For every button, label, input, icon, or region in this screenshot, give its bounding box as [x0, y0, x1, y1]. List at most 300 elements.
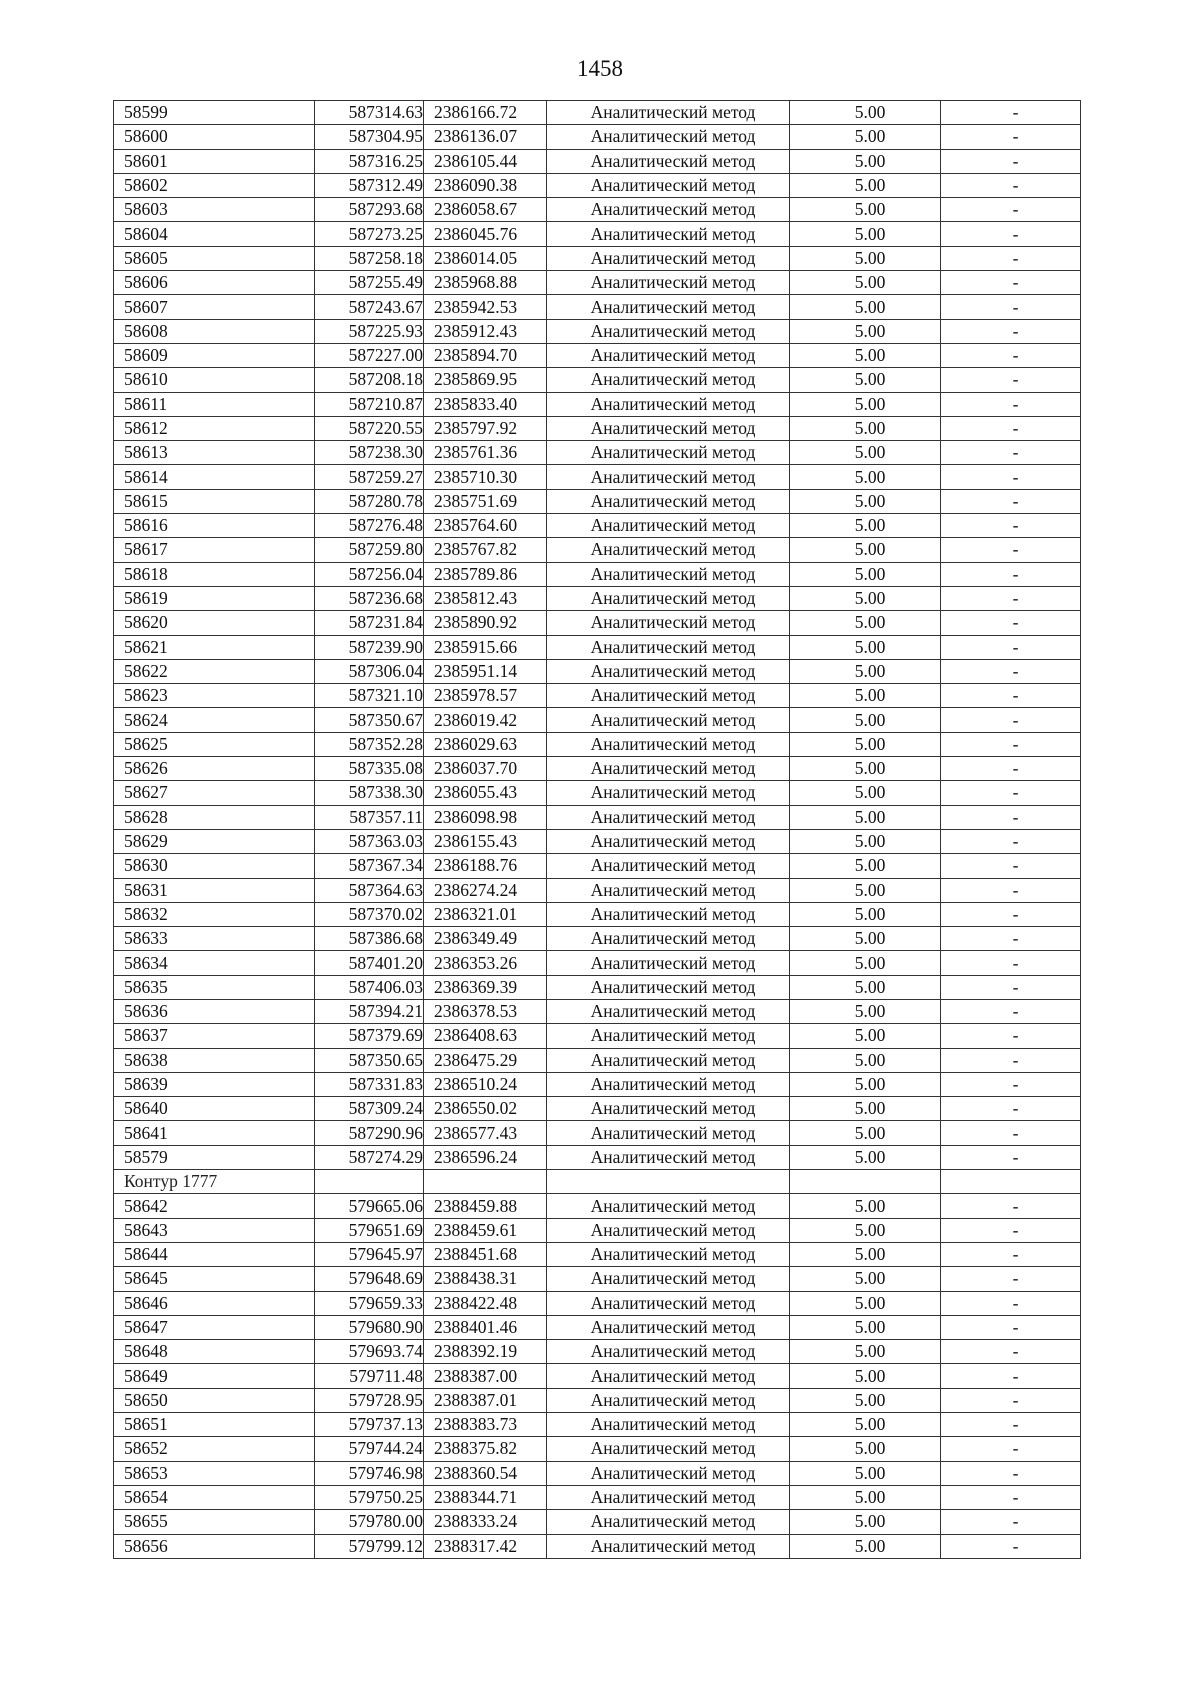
table-row: [114, 854, 1081, 878]
accuracy-cell: 5.00: [790, 1437, 941, 1461]
point-id-cell: 58646: [114, 1291, 315, 1315]
point-id-cell: 58639: [114, 1072, 315, 1096]
description-cell: -: [941, 1485, 1081, 1509]
table-row: [114, 1485, 1081, 1509]
point-id-cell: 58617: [114, 538, 315, 562]
description-cell: -: [941, 1461, 1081, 1485]
description-cell: -: [941, 951, 1081, 975]
description-cell: -: [941, 1510, 1081, 1534]
accuracy-cell: 5.00: [790, 101, 941, 125]
point-id-cell: 58610: [114, 368, 315, 392]
x-coordinate-cell: 587338.30: [315, 781, 424, 805]
table-row: [114, 441, 1081, 465]
method-cell: Аналитический метод: [547, 465, 790, 489]
x-coordinate-cell: 587225.93: [315, 319, 424, 343]
y-coordinate-cell: 2388344.71: [424, 1485, 547, 1509]
method-cell: Аналитический метод: [547, 611, 790, 635]
point-id-cell: 58626: [114, 757, 315, 781]
table-row: [114, 562, 1081, 586]
point-id-cell: 58624: [114, 708, 315, 732]
accuracy-cell: 5.00: [790, 1461, 941, 1485]
x-coordinate-cell: 587367.34: [315, 854, 424, 878]
y-coordinate-cell: 2388387.01: [424, 1388, 547, 1412]
table-row: [114, 975, 1081, 999]
method-cell: Аналитический метод: [547, 1315, 790, 1339]
point-id-cell: 58615: [114, 489, 315, 513]
accuracy-cell: 5.00: [790, 319, 941, 343]
y-coordinate-cell: 2386510.24: [424, 1072, 547, 1096]
point-id-cell: 58653: [114, 1461, 315, 1485]
point-id-cell: 58621: [114, 635, 315, 659]
x-coordinate-cell: 587208.18: [315, 368, 424, 392]
y-coordinate-cell: 2386349.49: [424, 927, 547, 951]
description-cell: -: [941, 1145, 1081, 1169]
description-cell: -: [941, 1388, 1081, 1412]
point-id-cell: 58651: [114, 1413, 315, 1437]
table-row: [114, 1510, 1081, 1534]
method-cell: Аналитический метод: [547, 222, 790, 246]
method-cell: Аналитический метод: [547, 708, 790, 732]
y-coordinate-cell: 2385833.40: [424, 392, 547, 416]
accuracy-cell: 5.00: [790, 1364, 941, 1388]
method-cell: Аналитический метод: [547, 1242, 790, 1266]
method-cell: Аналитический метод: [547, 1024, 790, 1048]
x-coordinate-cell: 587276.48: [315, 514, 424, 538]
y-coordinate-cell: 2388317.42: [424, 1534, 547, 1558]
method-cell: Аналитический метод: [547, 805, 790, 829]
point-id-cell: 58655: [114, 1510, 315, 1534]
point-id-cell: 58623: [114, 684, 315, 708]
accuracy-cell: 5.00: [790, 173, 941, 197]
x-coordinate-cell: 587231.84: [315, 611, 424, 635]
table-row: [114, 319, 1081, 343]
table-row: [114, 902, 1081, 926]
y-coordinate-cell: 2388438.31: [424, 1267, 547, 1291]
table-row: [114, 538, 1081, 562]
x-coordinate-cell: 587363.03: [315, 829, 424, 853]
x-coordinate-cell: 587306.04: [315, 659, 424, 683]
table-row: [114, 781, 1081, 805]
method-cell: Аналитический метод: [547, 854, 790, 878]
table-row: [114, 635, 1081, 659]
accuracy-cell: 5.00: [790, 1388, 941, 1412]
table-row: [114, 1315, 1081, 1339]
point-id-cell: 58600: [114, 125, 315, 149]
table-row: [114, 1097, 1081, 1121]
x-coordinate-cell: 587394.21: [315, 999, 424, 1023]
method-cell: Аналитический метод: [547, 757, 790, 781]
y-coordinate-cell: 2386378.53: [424, 999, 547, 1023]
y-coordinate-cell: 2388387.00: [424, 1364, 547, 1388]
y-coordinate-cell: 2385869.95: [424, 368, 547, 392]
description-cell: -: [941, 489, 1081, 513]
empty-cell: [315, 1170, 424, 1194]
method-cell: Аналитический метод: [547, 271, 790, 295]
x-coordinate-cell: 579744.24: [315, 1437, 424, 1461]
accuracy-cell: 5.00: [790, 684, 941, 708]
accuracy-cell: 5.00: [790, 246, 941, 270]
description-cell: -: [941, 149, 1081, 173]
empty-cell: [941, 1170, 1081, 1194]
method-cell: Аналитический метод: [547, 586, 790, 610]
description-cell: -: [941, 173, 1081, 197]
accuracy-cell: 5.00: [790, 149, 941, 173]
y-coordinate-cell: 2386408.63: [424, 1024, 547, 1048]
accuracy-cell: 5.00: [790, 1121, 941, 1145]
point-id-cell: 58613: [114, 441, 315, 465]
y-coordinate-cell: 2386019.42: [424, 708, 547, 732]
y-coordinate-cell: 2388459.88: [424, 1194, 547, 1218]
accuracy-cell: 5.00: [790, 805, 941, 829]
method-cell: Аналитический метод: [547, 1461, 790, 1485]
accuracy-cell: 5.00: [790, 854, 941, 878]
method-cell: Аналитический метод: [547, 684, 790, 708]
description-cell: -: [941, 1291, 1081, 1315]
x-coordinate-cell: 587274.29: [315, 1145, 424, 1169]
description-cell: -: [941, 1048, 1081, 1072]
y-coordinate-cell: 2386014.05: [424, 246, 547, 270]
table-row: [114, 757, 1081, 781]
x-coordinate-cell: 579750.25: [315, 1485, 424, 1509]
y-coordinate-cell: 2385915.66: [424, 635, 547, 659]
x-coordinate-cell: 579737.13: [315, 1413, 424, 1437]
method-cell: Аналитический метод: [547, 562, 790, 586]
y-coordinate-cell: 2388392.19: [424, 1340, 547, 1364]
method-cell: Аналитический метод: [547, 368, 790, 392]
table-row: [114, 489, 1081, 513]
x-coordinate-cell: 579651.69: [315, 1218, 424, 1242]
y-coordinate-cell: 2388375.82: [424, 1437, 547, 1461]
coordinates-table: [113, 100, 1081, 1559]
table-row: [114, 999, 1081, 1023]
method-cell: Аналитический метод: [547, 1388, 790, 1412]
description-cell: -: [941, 319, 1081, 343]
description-cell: -: [941, 902, 1081, 926]
description-cell: -: [941, 343, 1081, 367]
table-row: [114, 343, 1081, 367]
y-coordinate-cell: 2386166.72: [424, 101, 547, 125]
method-cell: Аналитический метод: [547, 1097, 790, 1121]
y-coordinate-cell: 2388383.73: [424, 1413, 547, 1437]
point-id-cell: 58656: [114, 1534, 315, 1558]
method-cell: Аналитический метод: [547, 781, 790, 805]
table-row: [114, 1461, 1081, 1485]
accuracy-cell: 5.00: [790, 1267, 941, 1291]
table-row: [114, 368, 1081, 392]
x-coordinate-cell: 587227.00: [315, 343, 424, 367]
point-id-cell: 58599: [114, 101, 315, 125]
point-id-cell: 58579: [114, 1145, 315, 1169]
y-coordinate-cell: 2386136.07: [424, 125, 547, 149]
description-cell: -: [941, 757, 1081, 781]
accuracy-cell: 5.00: [790, 659, 941, 683]
description-cell: -: [941, 465, 1081, 489]
method-cell: Аналитический метод: [547, 1218, 790, 1242]
y-coordinate-cell: 2385812.43: [424, 586, 547, 610]
accuracy-cell: 5.00: [790, 586, 941, 610]
method-cell: Аналитический метод: [547, 1048, 790, 1072]
point-id-cell: 58601: [114, 149, 315, 173]
accuracy-cell: 5.00: [790, 465, 941, 489]
y-coordinate-cell: 2385767.82: [424, 538, 547, 562]
y-coordinate-cell: 2385764.60: [424, 514, 547, 538]
method-cell: Аналитический метод: [547, 878, 790, 902]
x-coordinate-cell: 579746.98: [315, 1461, 424, 1485]
y-coordinate-cell: 2385789.86: [424, 562, 547, 586]
y-coordinate-cell: 2386037.70: [424, 757, 547, 781]
x-coordinate-cell: 587316.25: [315, 149, 424, 173]
point-id-cell: 58612: [114, 416, 315, 440]
y-coordinate-cell: 2386475.29: [424, 1048, 547, 1072]
description-cell: -: [941, 101, 1081, 125]
description-cell: -: [941, 732, 1081, 756]
empty-cell: [547, 1170, 790, 1194]
table-row: [114, 732, 1081, 756]
point-id-cell: 58645: [114, 1267, 315, 1291]
description-cell: -: [941, 1534, 1081, 1558]
description-cell: -: [941, 271, 1081, 295]
table-row: [114, 1413, 1081, 1437]
x-coordinate-cell: 587312.49: [315, 173, 424, 197]
point-id-cell: 58652: [114, 1437, 315, 1461]
x-coordinate-cell: 587357.11: [315, 805, 424, 829]
accuracy-cell: 5.00: [790, 1510, 941, 1534]
y-coordinate-cell: 2386550.02: [424, 1097, 547, 1121]
point-id-cell: 58630: [114, 854, 315, 878]
description-cell: -: [941, 1242, 1081, 1266]
x-coordinate-cell: 579648.69: [315, 1267, 424, 1291]
method-cell: Аналитический метод: [547, 659, 790, 683]
description-cell: -: [941, 611, 1081, 635]
point-id-cell: 58619: [114, 586, 315, 610]
table-row: [114, 611, 1081, 635]
x-coordinate-cell: 587273.25: [315, 222, 424, 246]
description-cell: -: [941, 1121, 1081, 1145]
table-row: [114, 246, 1081, 270]
table-row: [114, 708, 1081, 732]
method-cell: Аналитический метод: [547, 1121, 790, 1145]
point-id-cell: 58604: [114, 222, 315, 246]
point-id-cell: 58625: [114, 732, 315, 756]
contour-label: Контур 1777: [114, 1170, 315, 1194]
accuracy-cell: 5.00: [790, 927, 941, 951]
y-coordinate-cell: 2385942.53: [424, 295, 547, 319]
point-id-cell: 58649: [114, 1364, 315, 1388]
y-coordinate-cell: 2385894.70: [424, 343, 547, 367]
y-coordinate-cell: 2386090.38: [424, 173, 547, 197]
table-row: [114, 1218, 1081, 1242]
point-id-cell: 58650: [114, 1388, 315, 1412]
y-coordinate-cell: 2386155.43: [424, 829, 547, 853]
x-coordinate-cell: 587290.96: [315, 1121, 424, 1145]
y-coordinate-cell: 2386577.43: [424, 1121, 547, 1145]
x-coordinate-cell: 587255.49: [315, 271, 424, 295]
method-cell: Аналитический метод: [547, 441, 790, 465]
x-coordinate-cell: 587401.20: [315, 951, 424, 975]
point-id-cell: 58620: [114, 611, 315, 635]
y-coordinate-cell: 2386105.44: [424, 149, 547, 173]
table-row: [114, 829, 1081, 853]
point-id-cell: 58636: [114, 999, 315, 1023]
x-coordinate-cell: 587350.67: [315, 708, 424, 732]
x-coordinate-cell: 587379.69: [315, 1024, 424, 1048]
description-cell: -: [941, 781, 1081, 805]
point-id-cell: 58627: [114, 781, 315, 805]
y-coordinate-cell: 2388333.24: [424, 1510, 547, 1534]
description-cell: -: [941, 538, 1081, 562]
description-cell: -: [941, 514, 1081, 538]
point-id-cell: 58644: [114, 1242, 315, 1266]
description-cell: -: [941, 659, 1081, 683]
table-row: [114, 1072, 1081, 1096]
table-row: [114, 149, 1081, 173]
accuracy-cell: 5.00: [790, 1194, 941, 1218]
point-id-cell: 58640: [114, 1097, 315, 1121]
table-row: [114, 684, 1081, 708]
description-cell: -: [941, 441, 1081, 465]
x-coordinate-cell: 587352.28: [315, 732, 424, 756]
accuracy-cell: 5.00: [790, 1291, 941, 1315]
method-cell: Аналитический метод: [547, 246, 790, 270]
x-coordinate-cell: 587406.03: [315, 975, 424, 999]
y-coordinate-cell: 2386029.63: [424, 732, 547, 756]
x-coordinate-cell: 579728.95: [315, 1388, 424, 1412]
point-id-cell: 58629: [114, 829, 315, 853]
x-coordinate-cell: 587370.02: [315, 902, 424, 926]
contour-header-row: [114, 1170, 1081, 1194]
method-cell: Аналитический метод: [547, 319, 790, 343]
table-row: [114, 514, 1081, 538]
table-row: [114, 1534, 1081, 1558]
x-coordinate-cell: 587321.10: [315, 684, 424, 708]
x-coordinate-cell: 579780.00: [315, 1510, 424, 1534]
point-id-cell: 58642: [114, 1194, 315, 1218]
coordinates-table-body: [114, 101, 1081, 1559]
description-cell: -: [941, 295, 1081, 319]
table-row: [114, 1267, 1081, 1291]
accuracy-cell: 5.00: [790, 392, 941, 416]
description-cell: -: [941, 829, 1081, 853]
x-coordinate-cell: 587331.83: [315, 1072, 424, 1096]
method-cell: Аналитический метод: [547, 999, 790, 1023]
y-coordinate-cell: 2385710.30: [424, 465, 547, 489]
y-coordinate-cell: 2386369.39: [424, 975, 547, 999]
method-cell: Аналитический метод: [547, 416, 790, 440]
point-id-cell: 58631: [114, 878, 315, 902]
method-cell: Аналитический метод: [547, 1510, 790, 1534]
x-coordinate-cell: 587210.87: [315, 392, 424, 416]
y-coordinate-cell: 2386058.67: [424, 198, 547, 222]
x-coordinate-cell: 587386.68: [315, 927, 424, 951]
y-coordinate-cell: 2385751.69: [424, 489, 547, 513]
accuracy-cell: 5.00: [790, 198, 941, 222]
table-row: [114, 125, 1081, 149]
x-coordinate-cell: 579680.90: [315, 1315, 424, 1339]
accuracy-cell: 5.00: [790, 343, 941, 367]
empty-cell: [424, 1170, 547, 1194]
table-row: [114, 1291, 1081, 1315]
x-coordinate-cell: 587239.90: [315, 635, 424, 659]
x-coordinate-cell: 587259.27: [315, 465, 424, 489]
accuracy-cell: 5.00: [790, 878, 941, 902]
point-id-cell: 58606: [114, 271, 315, 295]
table-row: [114, 101, 1081, 125]
method-cell: Аналитический метод: [547, 514, 790, 538]
table-row: [114, 1194, 1081, 1218]
accuracy-cell: 5.00: [790, 1097, 941, 1121]
point-id-cell: 58618: [114, 562, 315, 586]
description-cell: -: [941, 1072, 1081, 1096]
x-coordinate-cell: 587309.24: [315, 1097, 424, 1121]
description-cell: -: [941, 635, 1081, 659]
description-cell: -: [941, 1218, 1081, 1242]
method-cell: Аналитический метод: [547, 1364, 790, 1388]
method-cell: Аналитический метод: [547, 125, 790, 149]
method-cell: Аналитический метод: [547, 489, 790, 513]
x-coordinate-cell: 587236.68: [315, 586, 424, 610]
accuracy-cell: 5.00: [790, 538, 941, 562]
point-id-cell: 58614: [114, 465, 315, 489]
accuracy-cell: 5.00: [790, 271, 941, 295]
method-cell: Аналитический метод: [547, 732, 790, 756]
accuracy-cell: 5.00: [790, 829, 941, 853]
table-row: [114, 1364, 1081, 1388]
x-coordinate-cell: 587258.18: [315, 246, 424, 270]
point-id-cell: 58641: [114, 1121, 315, 1145]
method-cell: Аналитический метод: [547, 1267, 790, 1291]
description-cell: -: [941, 586, 1081, 610]
description-cell: -: [941, 878, 1081, 902]
method-cell: Аналитический метод: [547, 392, 790, 416]
table-row: [114, 1121, 1081, 1145]
description-cell: -: [941, 684, 1081, 708]
accuracy-cell: 5.00: [790, 416, 941, 440]
description-cell: -: [941, 999, 1081, 1023]
description-cell: -: [941, 854, 1081, 878]
description-cell: -: [941, 1315, 1081, 1339]
table-row: [114, 951, 1081, 975]
table-row: [114, 1340, 1081, 1364]
x-coordinate-cell: 587304.95: [315, 125, 424, 149]
table-row: [114, 1388, 1081, 1412]
point-id-cell: 58609: [114, 343, 315, 367]
method-cell: Аналитический метод: [547, 173, 790, 197]
x-coordinate-cell: 587335.08: [315, 757, 424, 781]
method-cell: Аналитический метод: [547, 1072, 790, 1096]
description-cell: -: [941, 1364, 1081, 1388]
y-coordinate-cell: 2388459.61: [424, 1218, 547, 1242]
accuracy-cell: 5.00: [790, 441, 941, 465]
accuracy-cell: 5.00: [790, 125, 941, 149]
method-cell: Аналитический метод: [547, 1437, 790, 1461]
table-row: [114, 295, 1081, 319]
x-coordinate-cell: 579645.97: [315, 1242, 424, 1266]
table-row: [114, 1437, 1081, 1461]
y-coordinate-cell: 2388401.46: [424, 1315, 547, 1339]
accuracy-cell: 5.00: [790, 611, 941, 635]
point-id-cell: 58637: [114, 1024, 315, 1048]
description-cell: -: [941, 416, 1081, 440]
method-cell: Аналитический метод: [547, 1194, 790, 1218]
table-row: [114, 1024, 1081, 1048]
x-coordinate-cell: 587259.80: [315, 538, 424, 562]
x-coordinate-cell: 587243.67: [315, 295, 424, 319]
accuracy-cell: 5.00: [790, 514, 941, 538]
method-cell: Аналитический метод: [547, 1534, 790, 1558]
accuracy-cell: 5.00: [790, 1340, 941, 1364]
accuracy-cell: 5.00: [790, 732, 941, 756]
description-cell: -: [941, 805, 1081, 829]
